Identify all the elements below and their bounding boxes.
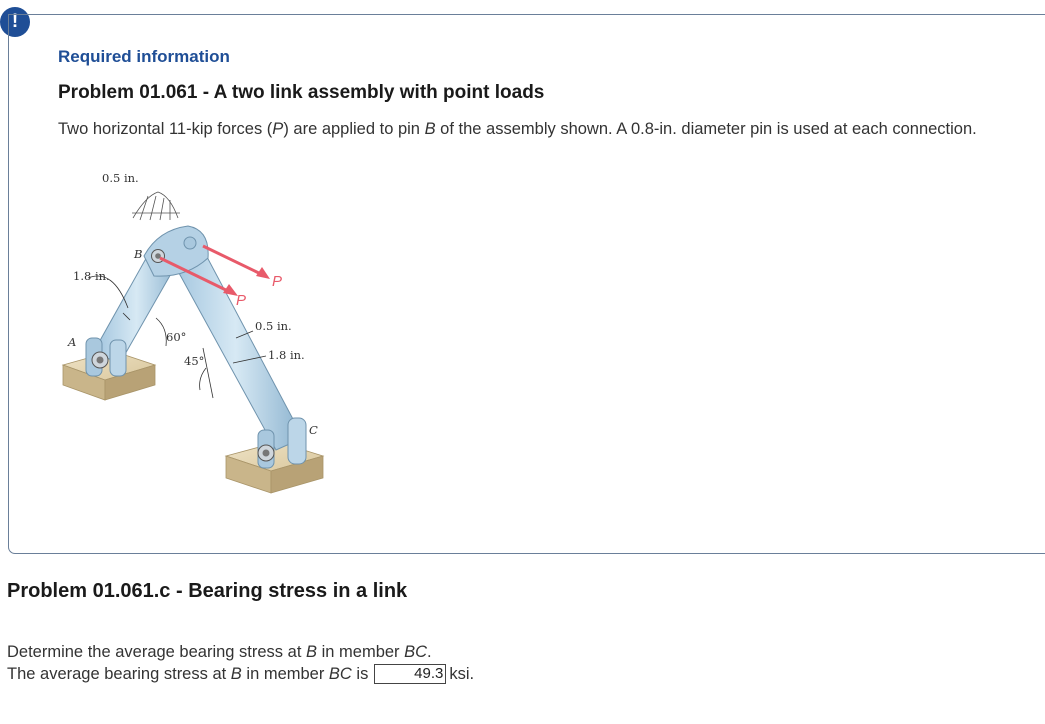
two-link-assembly-figure [58,168,358,528]
force-p-upper-label: P [272,273,283,290]
assembly-diagram [58,168,358,528]
section-sketch [132,192,180,220]
angle-60-label: 60° [166,330,187,344]
pin-b-label: B [134,247,143,261]
angle-45-label: 45° [184,354,205,368]
pin-c-label: C [309,423,318,437]
link-ab-width-label: 1.8 in. [73,269,110,283]
part-c-title: Problem 01.061.c - Bearing stress in a link [7,580,408,602]
answer-input[interactable]: 49.3 [374,664,446,684]
problem-statement: Two horizontal 11-kip forces (P) are applied to pin B of the assembly shown. A 0.8-in. diameter pin is used at each connection. [58,120,977,138]
answer-unit: ksi. [449,664,475,683]
force-p-lower-label: P [236,292,247,309]
part-c-answer-line: The average bearing stress at B in member BC is 49.3 ksi. [7,664,475,683]
alert-icon: ! [0,7,30,37]
section-width-label: 0.5 in. [102,171,139,185]
link-bc-width-label: 1.8 in. [268,348,305,362]
problem-title: Problem 01.061 - A two link assembly with point loads [58,82,545,103]
pin-a-label: A [68,335,77,349]
part-c-question: Determine the average bearing stress at B in member BC. [7,643,432,661]
required-info-heading: Required information [58,47,230,66]
link-bc-thickness-label: 0.5 in. [255,319,292,333]
